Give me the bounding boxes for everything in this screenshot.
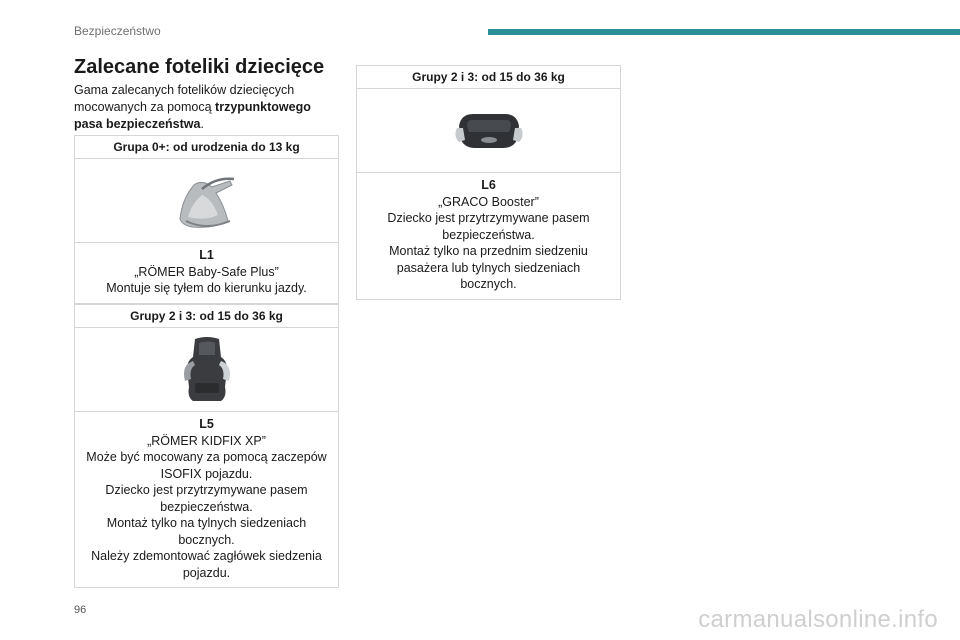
- header-accent-bar: [488, 29, 960, 35]
- seat-line: Należy zdemontować zagłówek siedzenia pojazdu.: [91, 549, 322, 580]
- card-body: [357, 173, 620, 299]
- intro-paragraph: [74, 82, 342, 133]
- card-image-box: [357, 89, 620, 173]
- seat-code: L6: [481, 178, 496, 192]
- seat-code: L1: [199, 248, 214, 262]
- seat-code: L5: [199, 417, 214, 431]
- card-group-header: Grupa 0+: od urodzenia do 13 kg: [75, 136, 338, 159]
- seat-line: „RÖMER KIDFIX XP”: [147, 433, 266, 448]
- seat-line: Dziecko jest przytrzymywane pasem bezpieczeństwa.: [387, 211, 590, 242]
- seat-card-l1: [74, 135, 339, 304]
- seat-line: Dziecko jest przytrzymywane pasem bezpieczeństwa.: [105, 483, 308, 514]
- card-image-box: [75, 159, 338, 243]
- card-body: [75, 412, 338, 587]
- seat-line: Montaż tylko na tylnych siedzeniach bocznych.: [106, 516, 307, 547]
- booster-cushion-icon: [453, 106, 525, 156]
- seat-card-l6: [356, 65, 621, 300]
- card-group-header: Grupy 2 i 3: od 15 do 36 kg: [75, 305, 338, 328]
- page-number: 96: [74, 604, 87, 616]
- seat-line: Może być mocowany za pomocą zaczepów ISOFIX pojazdu.: [86, 450, 327, 481]
- seat-line: „RÖMER Baby-Safe Plus”: [134, 264, 279, 279]
- watermark: carmanualsonline.info: [698, 606, 938, 633]
- intro-text-before: Gama zalecanych fotelików dziecięcych mocowanych za pomocą: [74, 83, 295, 114]
- intro-text-bold: trzypunktowego pasa bezpieczeństwa: [74, 100, 311, 131]
- high-back-booster-seat-icon: [177, 335, 237, 405]
- section-label: Bezpieczeństwo: [74, 24, 161, 38]
- seat-card-l5: [74, 304, 339, 588]
- seat-line: „GRACO Booster”: [438, 194, 539, 209]
- card-group-header: Grupy 2 i 3: od 15 do 36 kg: [357, 66, 620, 89]
- page-title: Zalecane foteliki dziecięce: [74, 56, 325, 78]
- intro-text-after: .: [200, 117, 204, 131]
- card-image-box: [75, 328, 338, 412]
- card-body: [75, 243, 338, 303]
- seat-line: Montaż tylko na przednim siedzeniu pasażera lub tylnych siedzeniach bocznych.: [389, 244, 588, 291]
- infant-carrier-seat-icon: [172, 169, 242, 233]
- seat-line: Montuje się tyłem do kierunku jazdy.: [106, 281, 307, 295]
